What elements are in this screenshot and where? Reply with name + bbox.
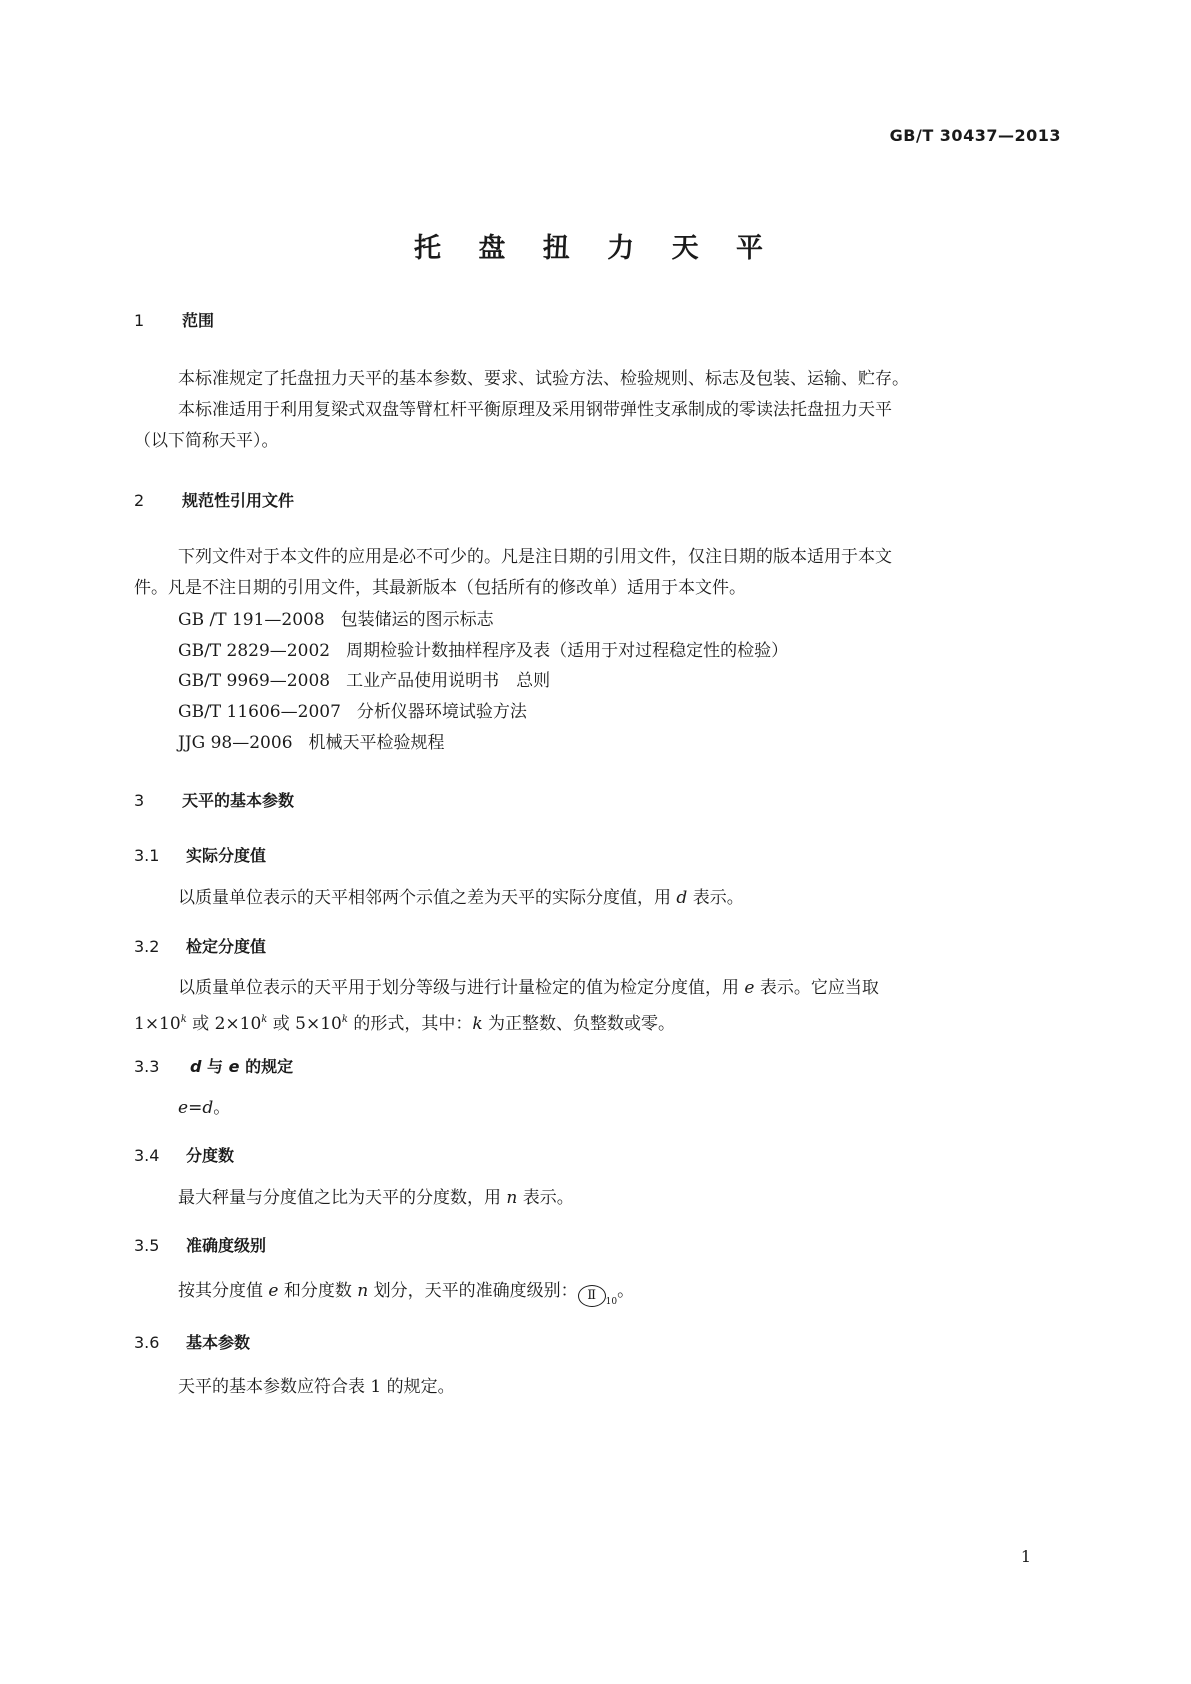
reference-code: JJG 98—2006 <box>178 733 293 753</box>
section-2-heading <box>134 488 294 511</box>
section-1-para-2: 本标准适用于利用复梁式双盘等臂杠杆平衡原理及采用钢带弹性支承制成的零读法托盘扭力天平 <box>178 400 892 420</box>
section-3-3-para: e=d。 <box>178 1098 231 1118</box>
section-1-heading <box>134 308 214 331</box>
variable-n: n <box>506 1188 518 1208</box>
document-title: 托 盘 扭 力 天 平 <box>414 233 777 264</box>
section-title: 实际分度值 <box>186 846 267 865</box>
section-title: 基本参数 <box>186 1333 251 1352</box>
reference-code: GB/T 2829—2002 <box>178 641 331 661</box>
section-number: 3 <box>134 791 145 810</box>
reference-title: 包装储运的图示标志 <box>340 610 494 630</box>
reference-code: GB/T 9969—2008 <box>178 671 331 691</box>
normative-reference <box>178 728 445 753</box>
section-title: 范围 <box>182 311 215 330</box>
section-3-2-heading <box>134 934 266 957</box>
section-3-5-heading <box>134 1233 266 1256</box>
reference-title: 工业产品使用说明书 总则 <box>346 671 551 691</box>
section-1-para-1: 本标准规定了托盘扭力天平的基本参数、要求、试验方法、检验规则、标志及包装、运输、贮存。 <box>178 369 909 389</box>
reference-code: GB/T 11606—2007 <box>178 702 341 722</box>
reference-title: 周期检验计数抽样程序及表（适用于对过程稳定性的检验） <box>346 641 789 661</box>
section-number: 3.6 <box>134 1333 160 1352</box>
normative-reference <box>178 605 494 630</box>
section-2-para-1-cont: 件。凡是不注日期的引用文件，其最新版本（包括所有的修改单）适用于本文件。 <box>134 578 746 598</box>
section-3-4-heading <box>134 1143 234 1166</box>
section-3-1-para: 以质量单位表示的天平相邻两个示值之差为天平的实际分度值，用 d 表示。 <box>178 888 744 908</box>
accuracy-class-symbol: Ⅱ <box>578 1285 606 1307</box>
section-number: 1 <box>134 311 145 330</box>
section-1-para-2-cont: （以下简称天平）。 <box>134 431 279 451</box>
variable-e: e <box>744 978 755 998</box>
section-3-1-heading <box>134 843 266 866</box>
section-number: 3.1 <box>134 846 160 865</box>
section-number: 3.2 <box>134 937 160 956</box>
section-3-3-heading: 3.3 d 与 e 的规定 <box>134 1057 294 1076</box>
section-3-6-heading <box>134 1330 250 1353</box>
section-title: 检定分度值 <box>186 937 267 956</box>
section-number: 3.5 <box>134 1236 160 1255</box>
reference-code: GB /T 191—2008 <box>178 610 325 630</box>
standard-code: GB/T 30437—2013 <box>889 126 1061 145</box>
reference-title: 机械天平检验规程 <box>308 733 445 753</box>
section-2-para-1: 下列文件对于本文件的应用是必不可少的。凡是注日期的引用文件，仅注日期的版本适用于本文 <box>178 547 892 567</box>
normative-reference <box>178 697 527 722</box>
section-number: 3.3 <box>134 1057 160 1076</box>
section-title: 准确度级别 <box>186 1236 267 1255</box>
section-title: 分度数 <box>186 1146 235 1165</box>
reference-title: 分析仪器环境试验方法 <box>356 702 527 722</box>
section-title: 规范性引用文件 <box>182 491 295 510</box>
normative-reference <box>178 666 550 691</box>
section-3-6-para: 天平的基本参数应符合表 1 的规定。 <box>178 1377 455 1397</box>
section-3-2-para: 以质量单位表示的天平用于划分等级与进行计量检定的值为检定分度值，用 e 表示。它应当取 <box>178 978 879 998</box>
section-3-2-para-cont: $1\times 10^k$ 或 $2\times 10^k$ 或 $5\times 10^k$ 的形式，其中：k 为正整数、负整数或零。 <box>134 1014 676 1034</box>
section-3-heading <box>134 788 294 811</box>
variable-d: d <box>676 888 688 908</box>
variable-k: k <box>472 1014 483 1034</box>
section-number: 3.4 <box>134 1146 160 1165</box>
normative-reference <box>178 636 788 661</box>
accuracy-class-subscript: 10 <box>605 1297 618 1307</box>
section-3-5-para: 按其分度值 e 和分度数 n 划分，天平的准确度级别： Ⅱ $_{10}$。 <box>178 1281 635 1307</box>
section-3-4-para: 最大秤量与分度值之比为天平的分度数，用 n 表示。 <box>178 1188 574 1208</box>
page-number: 1 <box>1020 1547 1031 1566</box>
section-number: 2 <box>134 491 145 510</box>
section-title: 天平的基本参数 <box>182 791 295 810</box>
